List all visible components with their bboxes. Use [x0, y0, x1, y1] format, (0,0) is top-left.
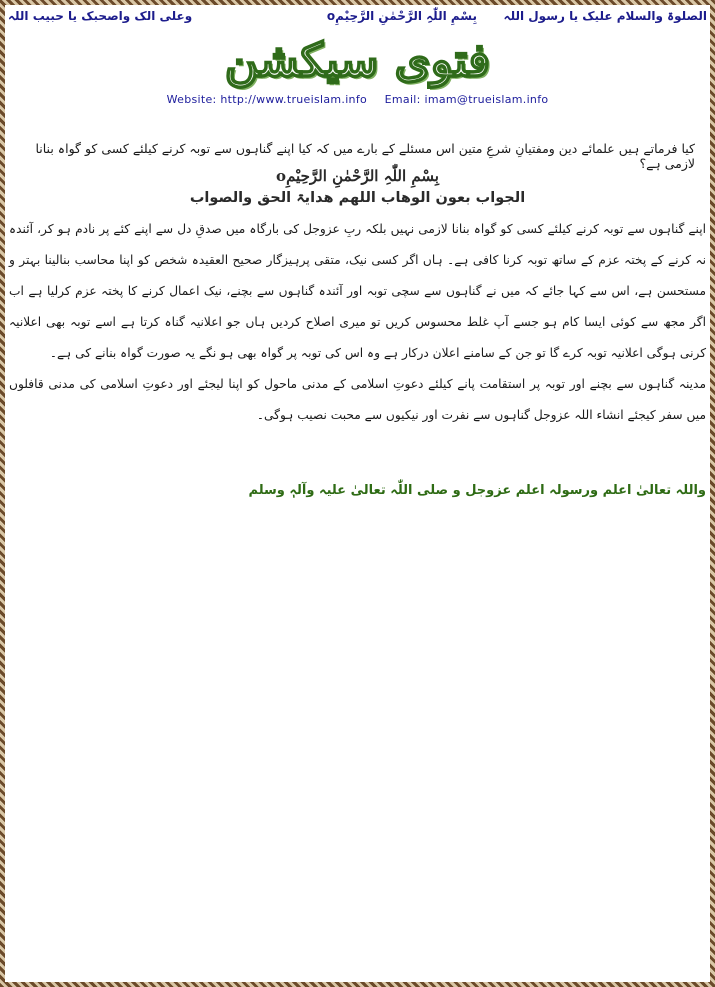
page-title: فتوی سیکشن: [224, 33, 491, 87]
salutation-left: وعلی الک واصحبک یا حبیب اللہ: [8, 9, 193, 23]
answer-heading: الجواب بعون الوھاب اللھم ھدایۃ الحق والصواب: [189, 190, 526, 206]
website-label: Website:: [166, 93, 217, 106]
closing-statement: واللہ تعالیٰ اعلم ورسولہ اعلم عزوجل و صلی اللّٰہ تعالیٰ علیہ وآلہٖ وسلم: [248, 483, 706, 498]
answer-bismillah: بِسْمِ اللّٰہِ الرَّحْمٰنِ الرَّحِیْمِo: [276, 167, 439, 185]
answer-body: [9, 214, 706, 431]
fatwa-question: کیا فرماتے ہیں علمائے دین ومفتیانِ شرعِ متین اس مسئلے کے بارے میں کہ کیا اپنے گناہوں سے توبہ کرنے کیلئے کسی کو گواہ بنانا لازمی ہے؟: [35, 141, 695, 171]
email-link[interactable]: imam@trueislam.info: [424, 93, 549, 106]
website-link[interactable]: http://www.trueislam.info: [220, 93, 368, 106]
email-label: Email:: [384, 93, 421, 106]
answer-paragraph-2: مدینہ گناہوں سے بچنے اور توبہ پر استقامت پانے کیلئے دعوتِ اسلامی کے مدنی ماحول کو اپنا لیجئے اور دعوتِ اسلامی کی مدنی قافلوں میں سفر کیجئے انشاء اللہ عزوجل گناہوں سے نفرت اور نیکیوں سے محبت نصیب ہوگی۔: [9, 377, 706, 422]
header-bismillah: بِسْمِ اللّٰہِ الرَّحْمٰنِ الرَّحِیْمِo: [326, 9, 477, 23]
answer-paragraph-1: اپنے گناہوں سے توبہ کرنے کیلئے کسی کو گواہ بنانا لازمی نہیں بلکہ ربِ عزوجل کی بارگاہ میں صدقِ دل سے اپنے کئے پر نادم ہو کر، آئندہ نہ کرنے کے پختہ عزم کے ساتھ توبہ کرنا کافی ہے۔ ہاں اگر کسی نیک، متقی پرہیزگار صحیح العقیدہ شخص کو اپنا محاسب بنالینا بہتر و مستحسن ہے، اس سے کہا جائے کہ میں نے گناہوں سے سچی توبہ اور آئندہ گناہوں سے بچنے، نیک اعمال کرنے کا پختہ عزم کرلیا ہے اب اگر مجھ سے کوئی ایسا کام ہو جسے آپ غلط محسوس کریں تو میری اصلاح کردیں ہاں جو اعلانیہ گناہ کرتا ہے اسے توبہ بھی اعلانیہ کرنی ہوگی اعلانیہ توبہ کرے گا تو جن کے سامنے اعلان درکار ہے وہ اس کی توبہ پر گواہ بھی ہو نگے یہ صورت گواہ بنانے کی ہے۔: [9, 222, 706, 360]
header-salutations: [8, 9, 707, 27]
salutation-right: الصلوۃ والسلام علیک یا رسول اللہ: [503, 9, 707, 23]
contact-line: [0, 93, 715, 106]
